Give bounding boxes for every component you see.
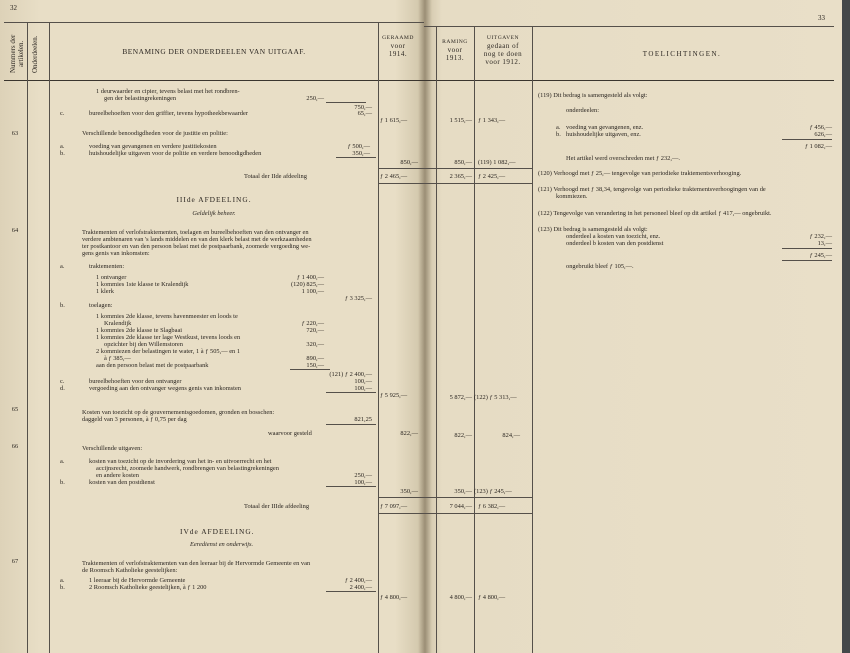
article-number: 65: [11, 406, 19, 413]
note: (119) Dit bedrag is samengesteld als volgt:: [538, 92, 648, 99]
note-label: a.: [556, 124, 561, 131]
amount: 100,—: [354, 479, 372, 486]
raming-value: 350,—: [454, 488, 472, 495]
col-rule: [474, 26, 475, 653]
text-line: gen der belastingrekeningen: [104, 95, 177, 102]
header-uitgaven-l2: nog te doen: [483, 50, 523, 58]
label-a: a.: [60, 263, 65, 270]
sum-rule: [336, 157, 376, 158]
text-line: toelagen:: [89, 302, 113, 309]
note: (121) Verhoogd met ƒ 38,34, tengevolge van periodieke traktementsverhoogingen van de: [538, 186, 766, 193]
header-geraamd-year: 1914.: [388, 50, 408, 58]
raming-value: 5 872,—: [449, 394, 472, 401]
raming-value: 822,—: [454, 432, 472, 439]
text-line: voeding van gevangenen en verdere justitiekosten: [89, 143, 217, 150]
amount: (121) ƒ 2 400,—: [329, 371, 372, 378]
label-c: c.: [60, 110, 65, 117]
label-b: b.: [60, 150, 65, 157]
geraamd-total: ƒ 7 097,—: [380, 503, 408, 510]
uitgaven-value: 824,—: [502, 432, 520, 439]
label-b: b.: [60, 584, 65, 591]
note-line: kommiezen.: [556, 193, 588, 200]
right-page-number: 33: [818, 14, 825, 22]
label-a: a.: [60, 143, 65, 150]
note-line: onderdeelen:: [566, 107, 600, 114]
amount: 750,—: [354, 104, 372, 111]
sum-rule: [326, 486, 376, 487]
amount: ƒ 500,—: [347, 143, 370, 150]
note-line: onderdeel b kosten van den postdienst: [566, 240, 664, 247]
note-label: b.: [556, 131, 561, 138]
note-line: Het artikel werd overschreden met ƒ 232,—.: [566, 155, 680, 162]
text-line: bureelbehoeften voor den griffier, tevens hypotheekbewaarder: [89, 110, 248, 117]
amount: ƒ 2 400,—: [344, 577, 372, 584]
col-rule: [532, 26, 533, 653]
header-uitgaven-l3: voor 1912.: [485, 58, 521, 66]
note-line: voeding van gevangenen, enz.: [566, 124, 644, 131]
raming-value: 1 515,—: [449, 117, 472, 124]
geraamd-total: ƒ 2 465,—: [380, 173, 408, 180]
note-line: ongebruikt bleef ƒ 105,—.: [566, 263, 634, 270]
uitgaven-value: (122) ƒ 5 313,—: [474, 394, 517, 401]
uitgaven-total: ƒ 6 382,—: [478, 503, 506, 510]
text-line: kosten van toezicht op de invordering van het in- en uitvoerrecht en het: [89, 458, 272, 465]
sum-rule: [326, 102, 366, 103]
text-line: verdere ambtenaren van 's lands middelen en van den klerk belast met de werkzaamheden: [82, 236, 312, 243]
sum-rule: [782, 248, 832, 249]
header-nummers: Nummers der artikelen.: [9, 34, 25, 74]
header-raming-title: RAMING: [442, 39, 468, 45]
note: (123) Dit bedrag is samengesteld als volgt:: [538, 226, 648, 233]
sum-rule: [290, 369, 330, 370]
book-gutter: [418, 0, 432, 653]
note-amount: 626,—: [814, 131, 832, 138]
total-label: Totaal der IIde afdeeling: [244, 173, 307, 180]
geraamd-value: ƒ 4 800,—: [380, 594, 408, 601]
amount: 100,—: [354, 378, 372, 385]
text-line: 1 kommies 2de klasse te Slagbaai: [96, 327, 183, 334]
header-geraamd: [378, 34, 418, 58]
text-line: en andere kosten: [96, 472, 139, 479]
text-line: opzichter bij den Willemstoren: [104, 341, 183, 348]
note: (122) Tengevolge van verandering in het personeel bleef op dit artikel ƒ 417,— ongebruikt.: [538, 210, 772, 217]
amount: 1 100,—: [301, 288, 324, 295]
label-d: d.: [60, 385, 65, 392]
header-raming: [436, 38, 474, 62]
header-raming-year: 1913.: [445, 54, 465, 62]
text-line: daggeld van 3 personen, à ƒ 0,75 per dag: [82, 416, 187, 423]
sum-rule: [378, 513, 532, 514]
text-line: waarvoor gesteld: [268, 430, 312, 437]
left-page: [0, 0, 424, 653]
amount: ƒ 3 325,—: [344, 295, 372, 302]
amount: 150,—: [306, 362, 324, 369]
text-line: 1 kommies 2de klasse, tevens havenmeester en loods te: [96, 313, 238, 320]
header-top-rule-right: [424, 26, 834, 27]
uitgaven-value: ƒ 1 343,—: [478, 117, 506, 124]
label-b: b.: [60, 479, 65, 486]
header-onderdeelen: Onderdeelen.: [31, 35, 39, 73]
label-a: a.: [60, 577, 65, 584]
col-rule: [27, 22, 28, 653]
uitgaven-total: ƒ 2 425,—: [478, 173, 506, 180]
sum-rule: [378, 497, 532, 498]
amount: 821,25: [354, 416, 372, 423]
note-amount: ƒ 245,—: [809, 252, 832, 259]
header-top-rule: [4, 22, 424, 23]
label-b: b.: [60, 302, 65, 309]
amount: 250,—: [354, 472, 372, 479]
article-number: 63: [11, 130, 19, 137]
amount: ƒ 220,—: [301, 320, 324, 327]
amount: 250,—: [306, 95, 324, 102]
amount: 890,—: [306, 355, 324, 362]
note-line: onderdeel a kosten van toezicht, enz.: [566, 233, 661, 240]
sum-rule: [378, 168, 532, 169]
label-c: c.: [60, 378, 65, 385]
label-a: a.: [60, 458, 65, 465]
note-amount: ƒ 456,—: [809, 124, 832, 131]
amount: 350,—: [352, 150, 370, 157]
note-line: huishoudelijke uitgaven, enz.: [566, 131, 641, 138]
amount: 65,—: [357, 110, 372, 117]
amount: 320,—: [306, 341, 324, 348]
total-label: Totaal der IIIde afdeeling: [244, 503, 310, 510]
sum-rule: [782, 260, 832, 261]
amount: 100,—: [354, 385, 372, 392]
geraamd-value: ƒ 5 925,—: [380, 392, 408, 399]
text-line: de Roomsch Katholieke geestelijken:: [82, 567, 178, 574]
sum-rule: [326, 392, 376, 393]
text-line: aan den persoon belast met de postpaarbank: [96, 362, 209, 369]
article-number: 67: [11, 558, 19, 565]
sum-rule: [326, 424, 376, 425]
uitgaven-value: ƒ 4 800,—: [478, 594, 506, 601]
text-line: Verschillende benoodigdheden voor de justitie en politie:: [82, 130, 228, 137]
text-line: Verschillende uitgaven:: [82, 445, 143, 452]
text-line: 2 Roomsch Katholieke geestelijken, à ƒ 1 200: [89, 584, 207, 591]
text-line: traktementen:: [89, 263, 125, 270]
text-line: 1 ontvanger: [96, 274, 127, 281]
header-uitgaven-l1: gedaan of: [487, 42, 519, 50]
text-line: 1 leeraar bij de Hervormde Gemeente: [89, 577, 186, 584]
header-uitgaven: [474, 34, 532, 66]
header-bottom-rule: [4, 80, 424, 81]
uitgaven-value: (123) ƒ 245,—: [474, 488, 512, 495]
text-line: accijnsrecht, zoomede handwerk, rondbrengen van belastingrekeningen: [96, 465, 279, 472]
header-bottom-rule-right: [424, 80, 834, 81]
sum-rule: [326, 591, 376, 592]
raming-value: 4 800,—: [449, 594, 472, 601]
raming-total: 7 044,—: [449, 503, 472, 510]
text-line: 1 kommies 1ste klasse te Kralendijk: [96, 281, 189, 288]
text-line: ter postkantoor en van den persoon belast met de postpaarbank, zoomede vergoeding we-: [82, 243, 311, 250]
text-line: huishoudelijke uitgaven voor de politie en verdere benoodigdheden: [89, 150, 262, 157]
geraamd-value: 850,—: [400, 159, 418, 166]
amount: 2 400,—: [349, 584, 372, 591]
amount: (120) 825,—: [290, 281, 324, 288]
text-line: Kosten van toezicht op de gouvernementsgoedomen, gronden en bosschen:: [82, 409, 275, 416]
note-amount: 13,—: [817, 240, 832, 247]
header-uitgaven-title: UITGAVEN: [486, 35, 520, 41]
uitgaven-value: (119) 1 082,—: [478, 159, 516, 166]
text-line: Traktementen of verlofstraktementen, toelagen en bureelbehoeften van den ontvanger en: [82, 229, 309, 236]
geraamd-value: ƒ 1 615,—: [380, 117, 408, 124]
text-line: bureelbehoeften voor den ontvanger: [89, 378, 182, 385]
text-line: vergoeding aan den ontvanger wegens genis van inkomsten: [89, 385, 241, 392]
header-geraamd-title: GERAAMD: [382, 35, 414, 41]
sum-rule: [378, 183, 532, 184]
text-line: 1 deurwaarder en cipier, tevens belast met het rondbren-: [96, 88, 240, 95]
section-subtitle: Eeredienst en onderwijs.: [190, 541, 254, 548]
text-line: 1 kommies 2de klasse ter lage Westkust, tevens loods en: [96, 334, 241, 341]
raming-total: 2 365,—: [449, 173, 472, 180]
text-line: kosten van den postdienst: [89, 479, 155, 486]
section-title: IVde AFDEELING.: [180, 527, 255, 536]
geraamd-value: 822,—: [400, 430, 418, 437]
note-amount: ƒ 232,—: [809, 233, 832, 240]
text-line: Kralendijk: [104, 320, 132, 327]
text-line: Traktementen of verlofstraktementen van den leeraar bij de Hervormde Gemeente en van: [82, 560, 311, 567]
header-raming-voor: voor: [447, 46, 463, 54]
geraamd-value: 350,—: [400, 488, 418, 495]
article-number: 66: [11, 443, 19, 450]
header-benaming: BENAMING DER ONDERDEELEN VAN UITGAAF.: [122, 47, 306, 56]
text-line: 2 kommiezen der belastingen te water, 1 à ƒ 505,— en 1: [96, 348, 241, 355]
section-title: IIIde AFDEELING.: [176, 195, 252, 204]
amount: ƒ 1 400,—: [296, 274, 324, 281]
col-rule: [378, 22, 379, 653]
sum-rule: [782, 139, 832, 140]
note-amount: ƒ 1 082,—: [804, 143, 832, 150]
text-line: gens genis van inkomsten:: [82, 250, 150, 257]
left-page-number: 32: [10, 4, 17, 12]
text-line: 1 klerk: [96, 288, 114, 295]
article-number: 64: [11, 227, 19, 234]
text-line: à ƒ 385,—: [104, 355, 131, 362]
raming-value: 850,—: [454, 159, 472, 166]
col-rule: [49, 22, 50, 653]
header-geraamd-voor: voor: [390, 42, 406, 50]
note: (120) Verhoogd met ƒ 25,— tengevolge van periodieke traktementsverhooging.: [538, 170, 742, 177]
amount: 720,—: [306, 327, 324, 334]
header-toelichtingen: TOELICHTINGEN.: [642, 50, 722, 58]
section-subtitle: Geldelijk beheer.: [192, 210, 236, 217]
